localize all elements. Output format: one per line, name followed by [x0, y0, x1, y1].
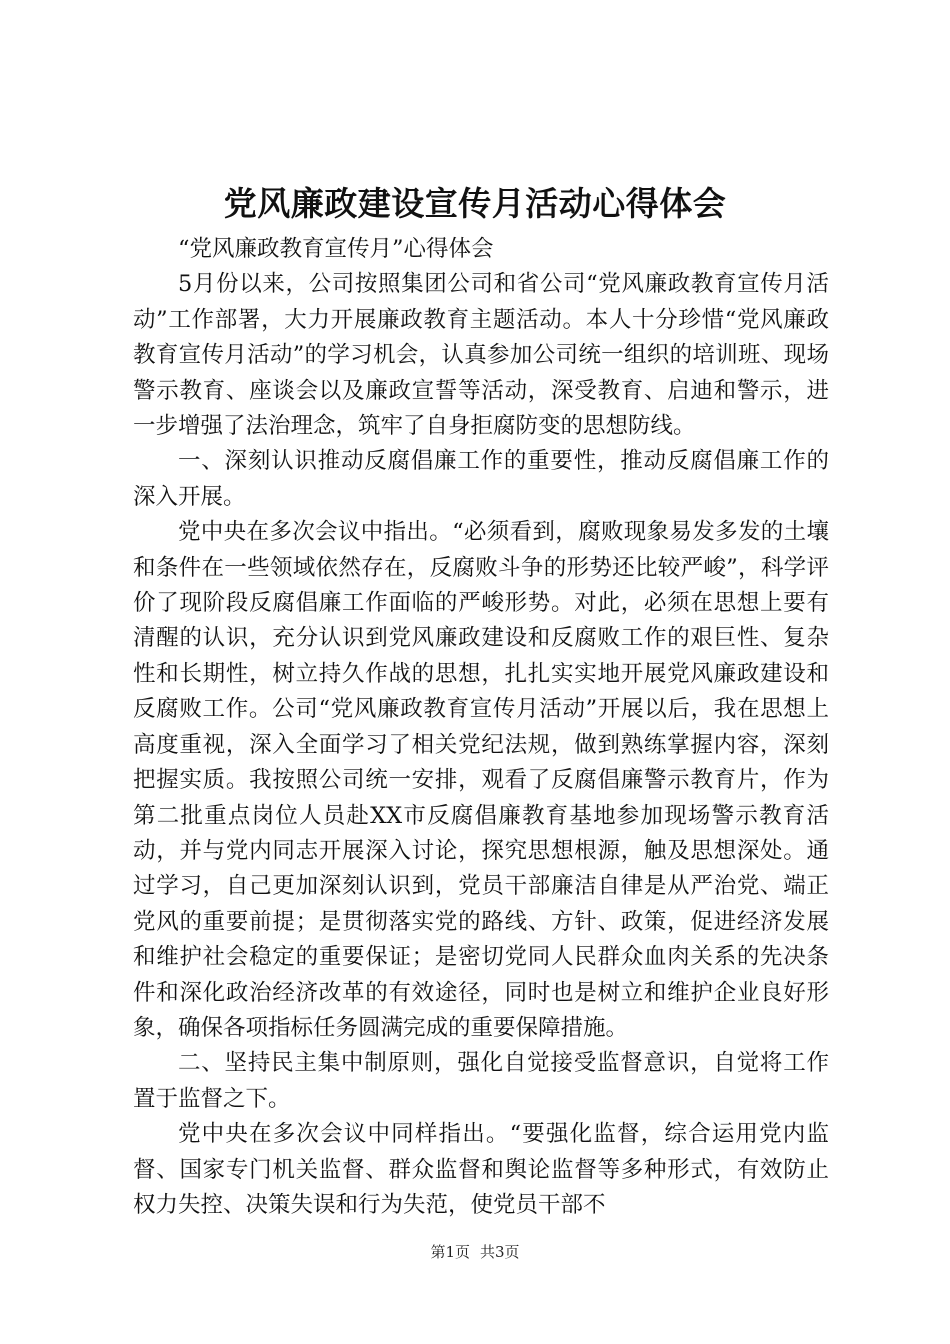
section-heading-1: 一、深刻认识推动反腐倡廉工作的重要性，推动反腐倡廉工作的深入开展。 — [133, 448, 829, 510]
body-paragraph: 党中央在多次会议中同样指出。“要强化监督，综合运用党内监督、国家专门机关监督、群众监督和舆论监督等多种形式，有效防止权力失控、决策失误和行为失范，使党员干部不 — [133, 1121, 829, 1218]
subtitle-paragraph: “党风廉政教育宣传月”心得体会 — [178, 236, 494, 262]
document-title: 党风廉政建设宣传月活动心得体会 — [223, 184, 727, 223]
page-number: 第1页 — [430, 1243, 470, 1261]
document-body — [133, 232, 829, 1223]
page-footer — [0, 1242, 950, 1262]
page-total: 共3页 — [480, 1243, 520, 1261]
body-paragraph: 党中央在多次会议中指出。“必须看到，腐败现象易发多发的土壤和条件在一些领域依然存在，反腐败斗争的形势还比较严峻”，科学评价了现阶段反腐倡廉工作面临的严峻形势。对此，必须在思想上要有清醒的认识，充分认识到党风廉政建设和反腐败工作的艰巨性、复杂性和长期性，树立持久作战的思想，扎扎实实地开展党风廉政建设和反腐败工作。公司“党风廉政教育宣传月活动”开展以后，我在思想上高度重视，深入全面学习了相关党纪法规，做到熟练掌握内容，深刻把握实质。我按照公司统一安排，观看了反腐倡廉警示教育片，作为第二批重点岗位人员赴XX市反腐倡廉教育基地参加现场警示教育活动，并与党内同志开展深入讨论，探究思想根源，触及思想深处。通过学习，自己更加深刻认识到，党员干部廉洁自律是从严治党、端正党风的重要前提；是贯彻落实党的路线、方针、政策，促进经济发展和维护社会稳定的重要保证；是密切党同人民群众血肉关系的先决条件和深化政治经济改革的有效途径，同时也是树立和维护企业良好形象，确保各项指标任务圆满完成的重要保障措施。 — [133, 519, 829, 1041]
body-paragraph: 5月份以来，公司按照集团公司和省公司“党风廉政教育宣传月活动”工作部署，大力开展廉政教育主题活动。本人十分珍惜“党风廉政教育宣传月活动”的学习机会，认真参加公司统一组织的培训班、现场警示教育、座谈会以及廉政宣誓等活动，深受教育、启迪和警示，进一步增强了法治理念，筑牢了自身拒腐防变的思想防线。 — [133, 271, 829, 440]
section-heading-2: 二、坚持民主集中制原则，强化自觉接受监督意识，自觉将工作置于监督之下。 — [133, 1050, 829, 1112]
